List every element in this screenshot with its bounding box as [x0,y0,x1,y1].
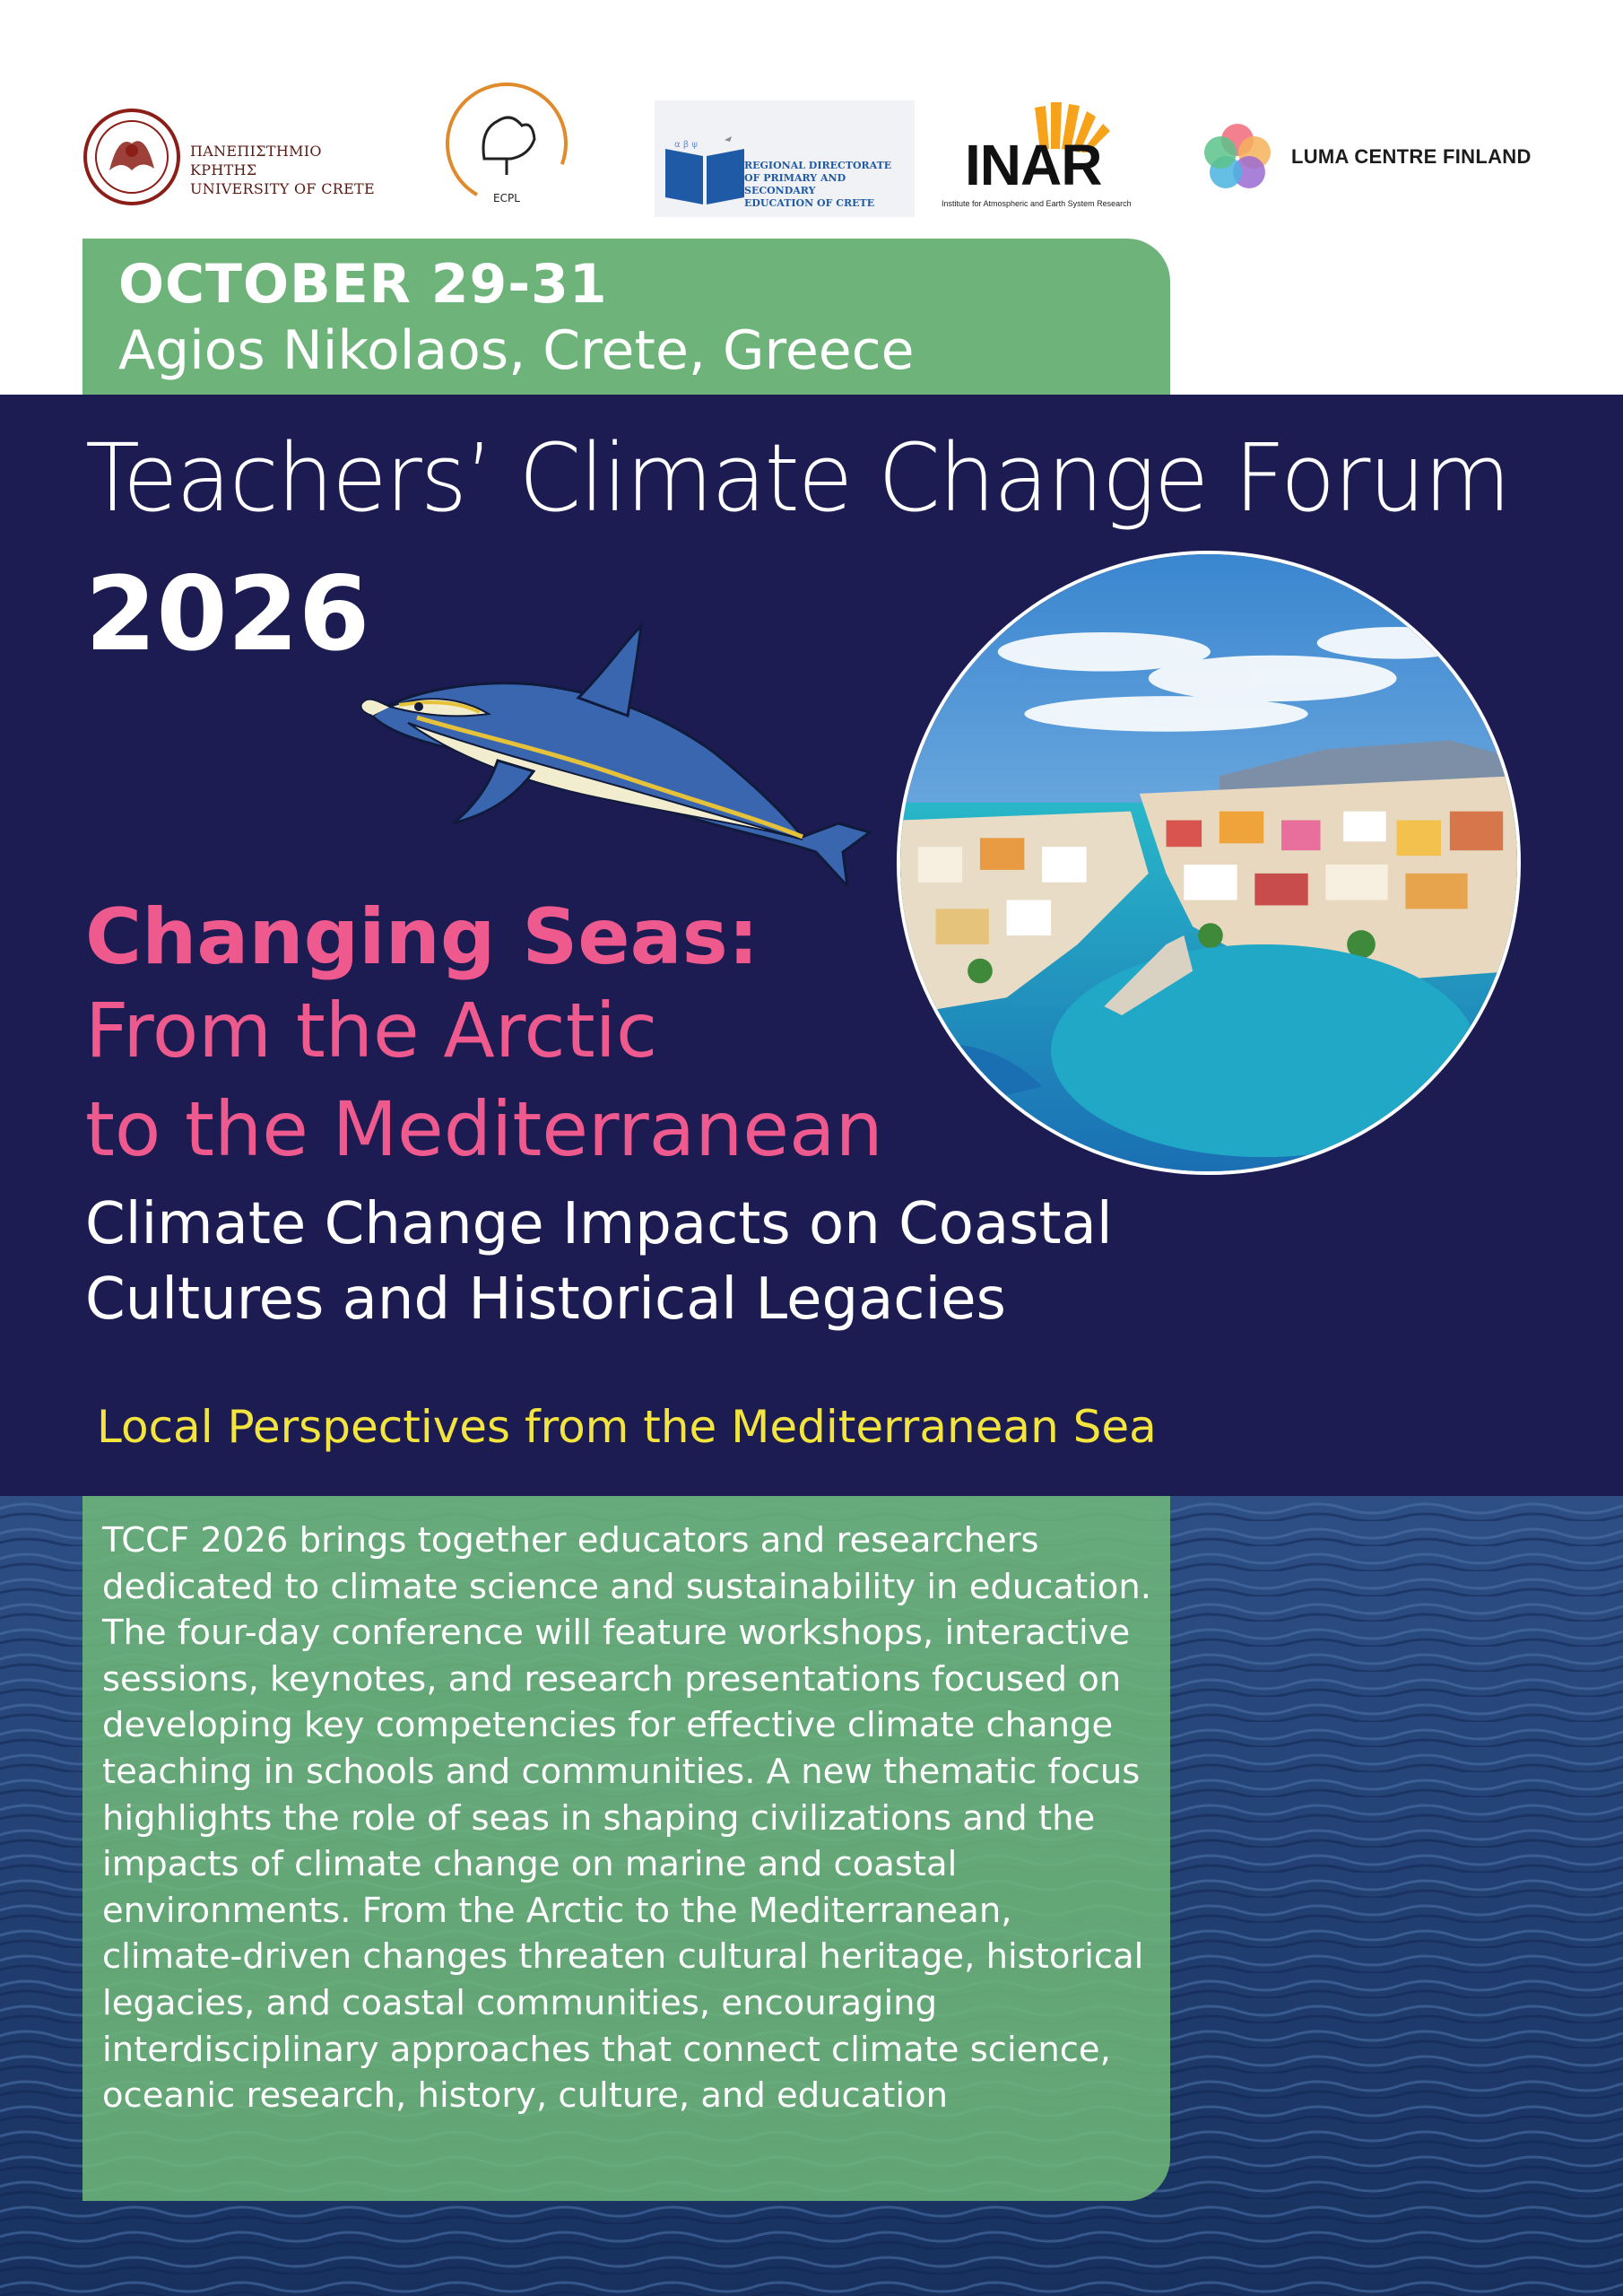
theme-headline: Changing Seas: [85,892,759,982]
partner-logos [0,0,1623,238]
description-box [82,1496,1170,2201]
description-text: TCCF 2026 brings together educators and researchers dedicated to climate science and sustainability in education. The four-day conference will feature workshops, interactive sessions, keynotes, and research presentations focused on developing key competencies for effective climate change teaching in schools and communities. A new thematic focus highlights the role of seas in shaping civilizations and the impacts of climate change on marine and coastal environments. From the Arctic to the Mediterranean, climate-driven changes threaten cultural heritage, historical legacies, and coastal communities, encouraging interdisciplinary approaches that connect climate science, oceanic research, history, culture, and education [102,1520,1151,2117]
forum-year: 2026 [85,554,370,674]
ecpl-label: ECPL [493,192,520,204]
dolphin-illustration [354,617,883,886]
open-book-icon [662,136,748,208]
main-panel [0,395,1623,1496]
directorate-line-3: EDUCATION OF CRETE [744,197,875,209]
regional-directorate-logo [655,100,915,217]
theme-impacts [85,1187,1161,1337]
date-banner [82,239,1170,395]
ecpl-emblem-icon [439,76,574,211]
theme-line-2: to the Mediterranean [85,1085,883,1173]
agios-nikolaos-photo [897,551,1521,1175]
directorate-line-1: REGIONAL DIRECTORATE [744,160,892,171]
inar-logo [942,99,1134,215]
svg-text:α β ψ: α β ψ [674,140,698,150]
event-location: Agios Nikolaos, Crete, Greece [118,319,915,382]
theme-line-1: From the Arctic [85,987,658,1074]
university-name-greek: ΠΑΝΕΠΙΣΤΗΜΙΟ ΚΡΗΤΗΣ [190,143,322,178]
luma-flower-icon [1197,117,1278,197]
university-seal-icon [82,108,181,206]
luma-centre-logo [1197,117,1547,197]
local-perspectives: Local Perspectives from the Mediterranean Sea [97,1401,1157,1453]
impacts-line-1: Climate Change Impacts on Coastal [85,1191,1113,1257]
forum-title: Teachers’ Climate Change Forum [85,423,1510,533]
luma-label: LUMA CENTRE FINLAND [1291,145,1532,168]
event-date: OCTOBER 29-31 [118,253,608,316]
inar-wordmark: INAR [965,133,1102,197]
directorate-line-2: OF PRIMARY AND SECONDARY [744,172,846,196]
university-of-crete-logo [82,108,378,208]
inar-subtitle: Institute for Atmospheric and Earth System Research [942,199,1132,208]
ecpl-logo [439,76,574,211]
university-name-english: UNIVERSITY OF CRETE [190,180,376,197]
impacts-line-2: Cultures and Historical Legacies [85,1266,1006,1333]
